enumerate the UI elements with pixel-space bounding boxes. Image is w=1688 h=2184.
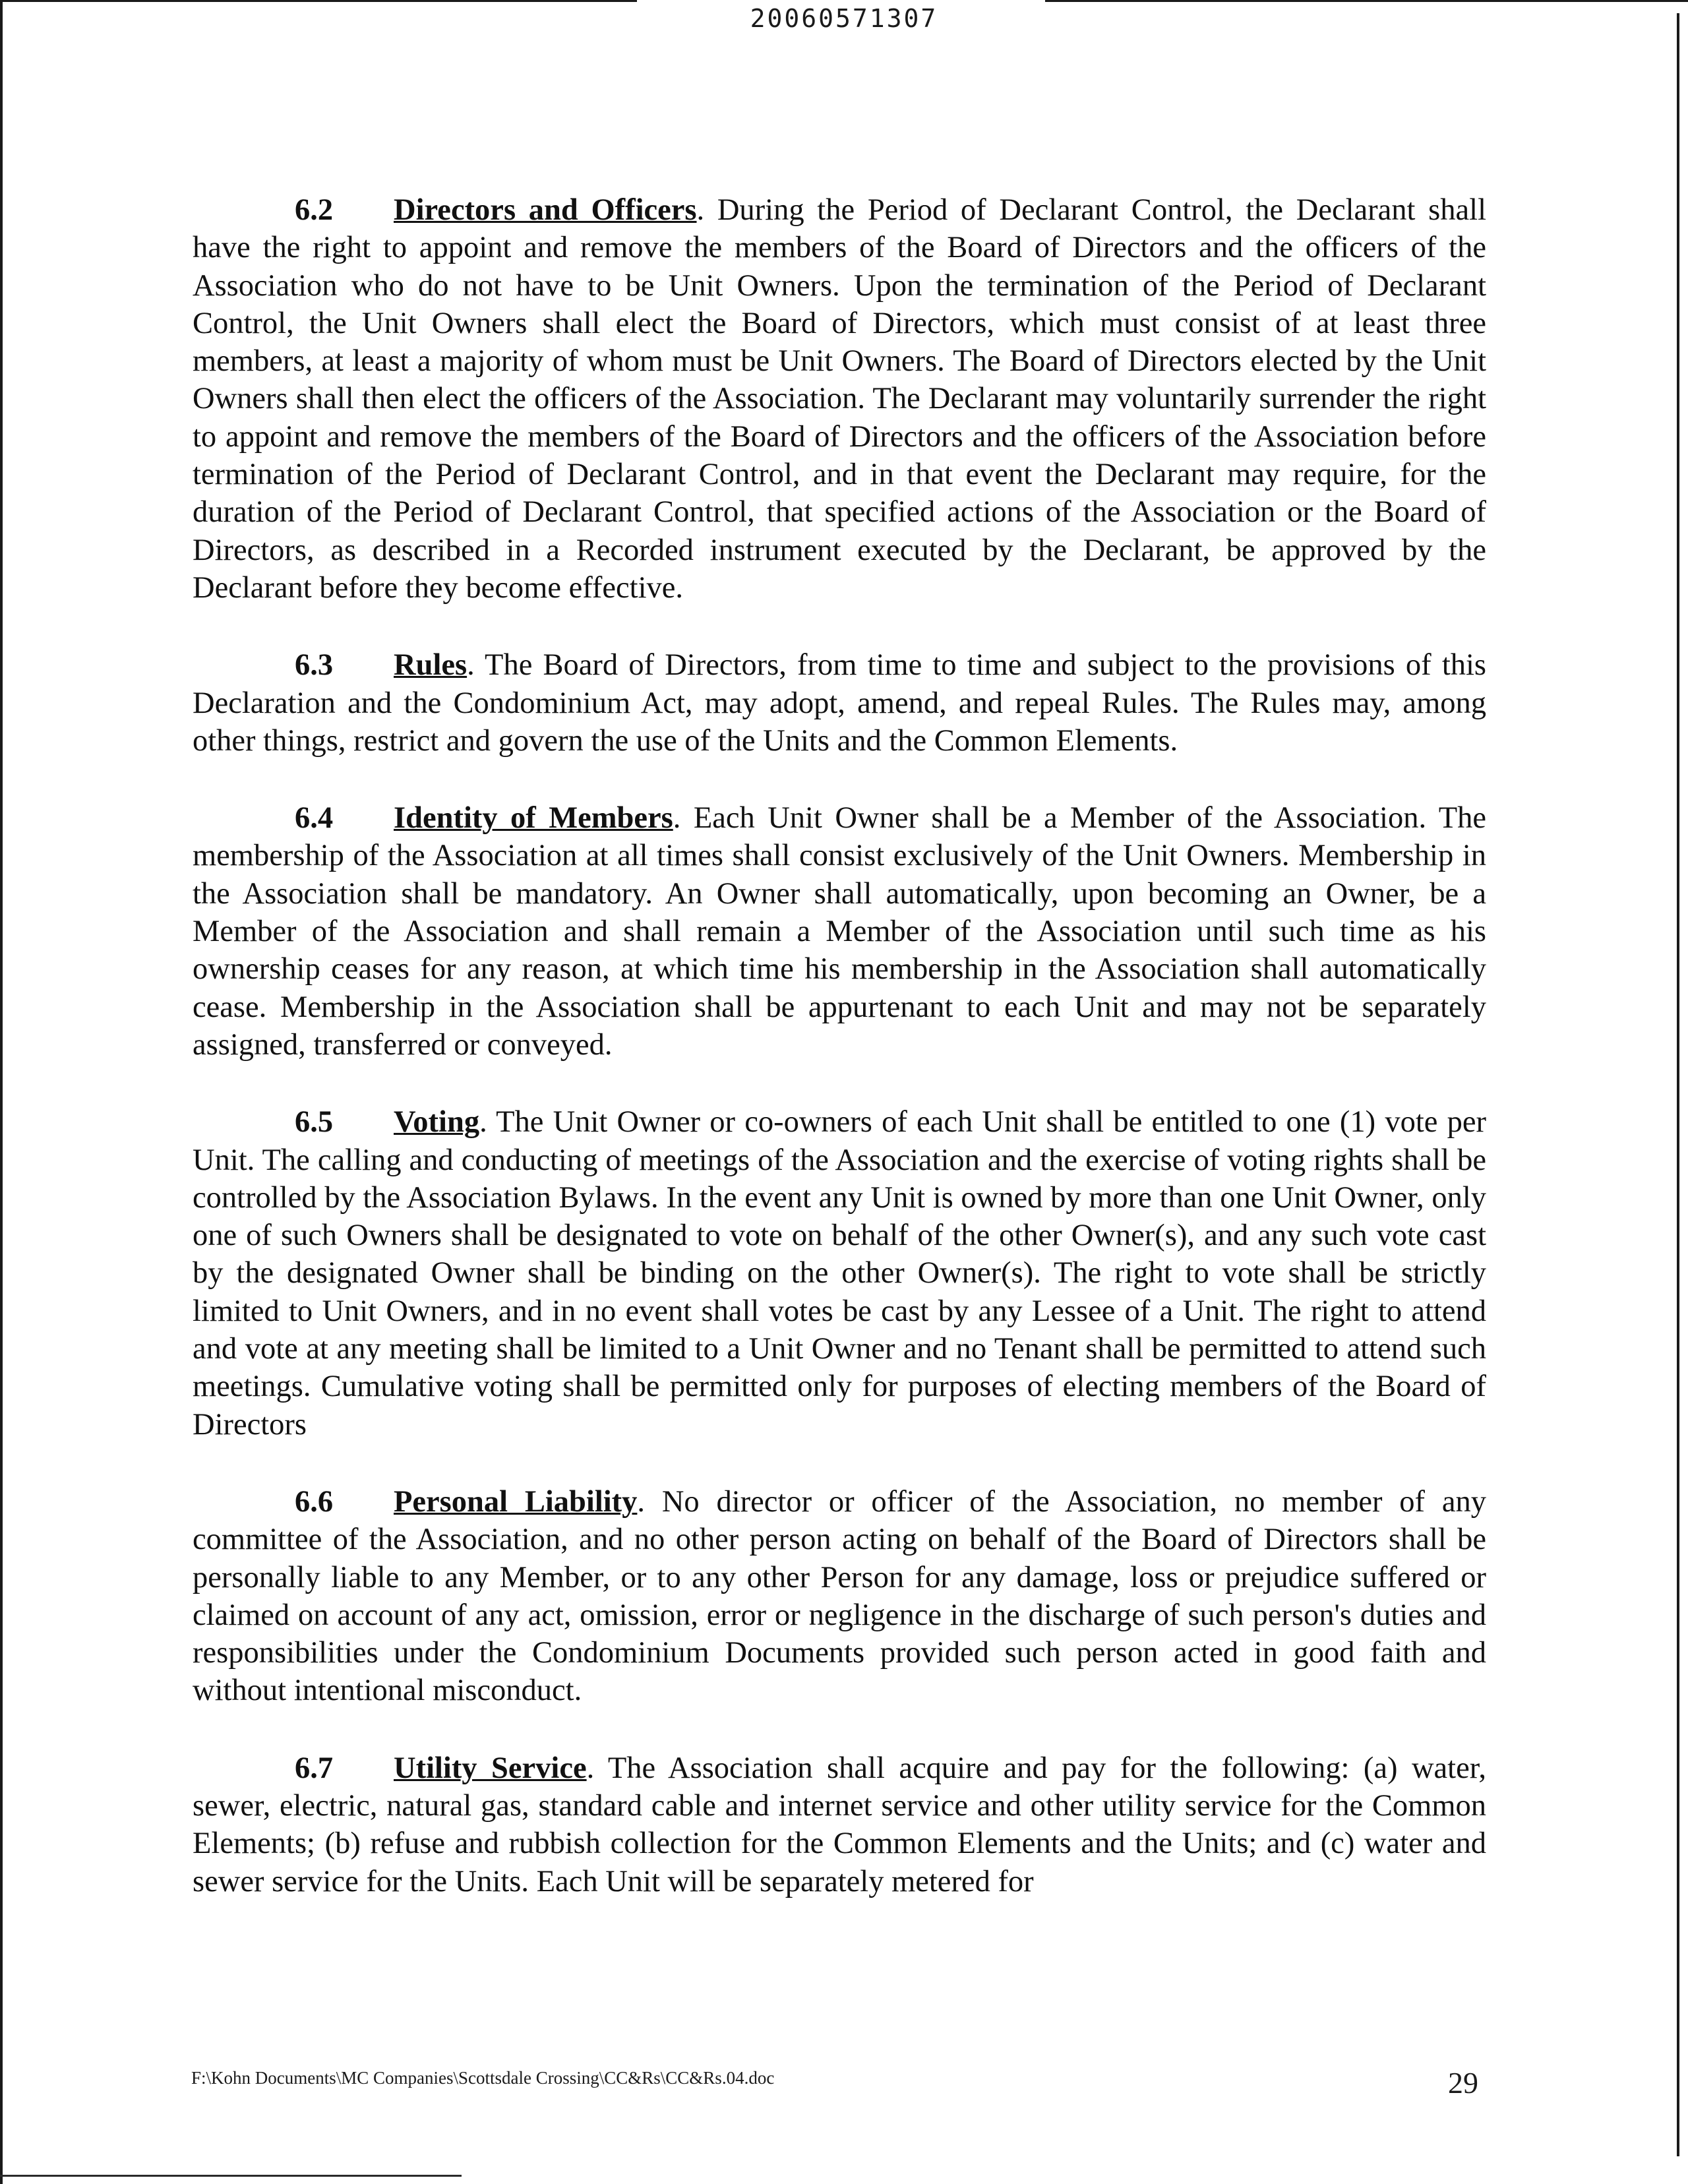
section-number: 6.5: [295, 1105, 334, 1139]
section-text: . During the Period of Declarant Control, the Declarant shall have the right to appoint and remove the members of the Board of Directors and the officers of the Association who do not have to be Unit Owners. Upon the termination of the Period of Declarant Control, the Unit Owners shall elect the Board of Directors, which must consist of at least three members, at least a majority of whom must be Unit Owners. The Board of Directors elected by the Unit Owners shall then elect the officers of the Association. The Declarant may voluntarily surrender the right to appoint and remove the members of the Board of Directors and the officers of the Association before termination of the Period of Declarant Control, and in that event the Declarant may require, for the duration of the Period of Declarant Control, that specified actions of the Association or the Board of Directors, as described in a Recorded instrument executed by the Declarant, be approved by the Declarant before they become effective.: [193, 193, 1486, 605]
footer-file-path: F:\Kohn Documents\MC Companies\Scottsdale Crossing\CC&Rs\CC&Rs.04.doc: [191, 2068, 775, 2088]
section-6-3: [193, 646, 1486, 760]
section-text: . The Association shall acquire and pay for the following: (a) water, sewer, electric, natural gas, standard cable and internet service and other utility service for the Common Elements; (b) refuse and rubbish collection for the Common Elements and the Units; and (c) water and sewer service for the Units. Each Unit will be separately metered for: [193, 1751, 1486, 1898]
section-number: 6.7: [295, 1751, 334, 1785]
section-6-2: [193, 191, 1486, 607]
top-rule-left: [0, 0, 637, 2]
section-6-7: [193, 1749, 1486, 1900]
section-title: Voting: [394, 1105, 480, 1139]
section-title: Rules: [394, 648, 467, 682]
section-title: Utility Service: [394, 1751, 587, 1785]
section-number: 6.3: [295, 648, 334, 682]
top-rule-right: [1045, 0, 1688, 2]
section-text: . Each Unit Owner shall be a Member of the Association. The membership of the Association at all times shall consist exclusively of the Unit Owners. Membership in the Association shall be mandatory. An Owner shall automatically, upon becoming an Owner, be a Member of the Association and shall remain a Member of the Association until such time as his ownership ceases for any reason, at which time his membership in the Association shall automatically cease. Membership in the Association shall be appurtenant to each Unit and may not be separately assigned, transferred or conveyed.: [193, 801, 1486, 1062]
bottom-rule: [0, 2175, 462, 2177]
page-number: 29: [1448, 2066, 1478, 2100]
section-text: . The Board of Directors, from time to time and subject to the provisions of this Declaration and the Condominium Act, may adopt, amend, and repeal Rules. The Rules may, among other things, restrict and govern the use of the Units and the Common Elements.: [193, 648, 1486, 758]
section-number: 6.4: [295, 801, 334, 835]
section-6-6: [193, 1483, 1486, 1710]
section-number: 6.6: [295, 1484, 334, 1519]
section-title: Personal Liability: [394, 1484, 638, 1519]
document-body: [193, 191, 1486, 1940]
section-text: . No director or officer of the Association, no member of any committee of the Association, and no other person acting on behalf of the Board of Directors shall be personally liable to any Member, or to any other Person for any damage, loss or prejudice suffered or claimed on account of any act, omission, error or negligence in the discharge of such person's duties and responsibilities under the Condominium Documents provided such person acted in good faith and without intentional misconduct.: [193, 1484, 1486, 1708]
section-number: 6.2: [295, 193, 334, 227]
section-title: Directors and Officers: [394, 193, 697, 227]
section-title: Identity of Members: [394, 801, 673, 835]
section-text: . The Unit Owner or co-owners of each Unit shall be entitled to one (1) vote per Unit. The calling and conducting of meetings of the Association and the exercise of voting rights shall be controlled by the Association Bylaws. In the event any Unit is owned by more than one Unit Owner, only one of such Owners shall be designated to vote on behalf of the other Owner(s), and any such vote cast by the designated Owner shall be binding on the other Owner(s). The right to vote shall be strictly limited to Unit Owners, and in no event shall votes be cast by any Lessee of a Unit. The right to attend and vote at any meeting shall be limited to a Unit Owner and no Tenant shall be permitted to attend such meetings. Cumulative voting shall be permitted only for purposes of electing members of the Board of Directors: [193, 1105, 1486, 1441]
scan-edge-right: [1677, 13, 1679, 2156]
recording-number: 20060571307: [750, 4, 938, 33]
section-6-4: [193, 799, 1486, 1064]
section-6-5: [193, 1103, 1486, 1443]
scan-edge-left: [0, 0, 3, 2184]
